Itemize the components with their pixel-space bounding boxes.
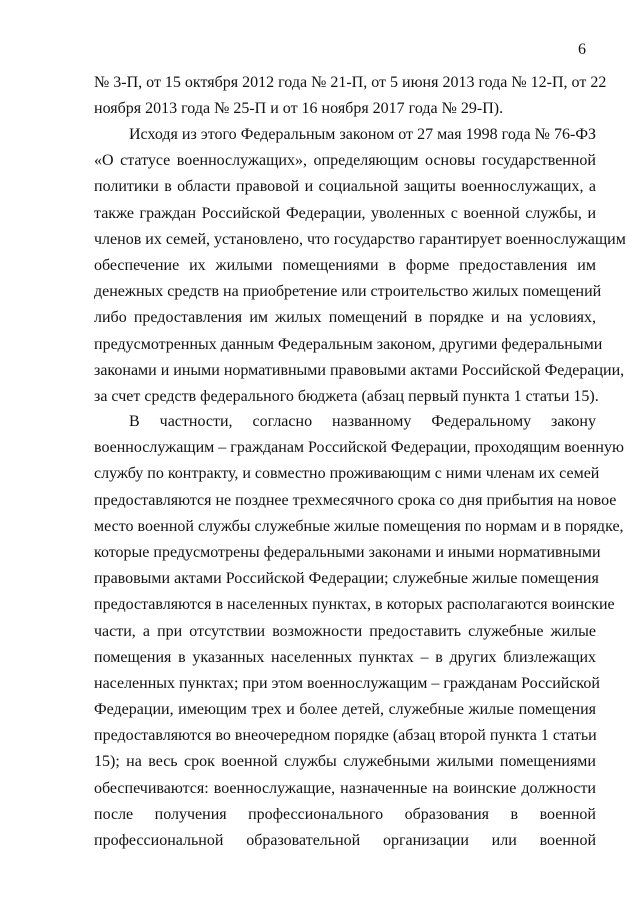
text-line: место военной службы служебные жилые помещения по нормам и в порядке,: [94, 517, 624, 535]
text-line: либо предоставления им жилых помещений в порядке и на условиях,: [94, 309, 596, 327]
text-line: Исходя из этого Федеральным законом от 27 мая 1998 года № 76-ФЗ: [129, 126, 596, 143]
text-line: 15); на весь срок военной службы служебными жилыми помещениями: [94, 753, 596, 771]
text-line: предоставляются во внеочередном порядке (абзац второй пункта 1 статьи: [94, 727, 597, 745]
text-line: части, а при отсутствии возможности предоставить служебные жилые: [94, 622, 596, 640]
paragraph-housing-guarantee: [94, 122, 626, 410]
text-line: предусмотренных данным Федеральным законом, другими федеральными: [94, 335, 603, 353]
text-line: военнослужащим – гражданам Российской Федерации, проходящим военную: [94, 439, 624, 457]
text-line: правовыми актами Российской Федерации; служебные жилые помещения: [94, 570, 599, 588]
text-line: также граждан Российской Федерации, уволенных с военной службы, и: [94, 204, 596, 222]
text-line: ноября 2013 года № 25-П и от 16 ноября 2017 года № 29-П).: [94, 100, 504, 118]
page-number: 6: [578, 41, 586, 58]
text-line: обеспечиваются: военнослужащие, назначенные на воинские должности: [94, 779, 596, 797]
text-line: обеспечение их жилыми помещениями в форме предоставления им: [94, 256, 596, 274]
text-line: помещения в указанных населенных пунктах – в других близлежащих: [94, 648, 596, 666]
text-line: денежных средств на приобретение или строительство жилых помещений: [94, 283, 602, 301]
text-line: Федерации, имеющим трех и более детей, служебные жилые помещения: [94, 701, 596, 719]
text-line: № 3-П, от 15 октября 2012 года № 21-П, от 5 июня 2013 года № 12-П, от 22: [94, 74, 607, 91]
paragraph-service-housing: [94, 409, 624, 854]
text-line: «О статусе военнослужащих», определяющим основы государственной: [94, 152, 596, 170]
text-line: которые предусмотрены федеральными законами и иными нормативными: [94, 543, 601, 561]
text-line: населенных пунктах; при этом военнослужащим – гражданам Российской: [94, 674, 600, 692]
text-line: предоставляются в населенных пунктах, в которых располагаются воинские: [94, 596, 615, 614]
text-line: предоставляются не позднее трехмесячного срока со дня прибытия на новое: [94, 491, 617, 509]
text-line: законами и иными нормативными правовыми актами Российской Федерации,: [94, 361, 625, 379]
text-line: после получения профессионального образования в военной: [94, 805, 596, 823]
text-line: членов их семей, установлено, что государство гарантирует военнослужащим: [94, 230, 626, 248]
text-line: В частности, согласно названному Федеральному закону: [129, 413, 596, 430]
text-line: профессиональной образовательной организации или военной: [94, 832, 596, 849]
paragraph-continuation: [94, 70, 607, 122]
text-line: службу по контракту, и совместно проживающим с ними членам их семей: [94, 465, 600, 483]
text-line: политики в области правовой и социальной защиты военнослужащих, а: [94, 178, 596, 196]
text-line: за счет средств федерального бюджета (абзац первый пункта 1 статьи 15).: [94, 387, 599, 405]
